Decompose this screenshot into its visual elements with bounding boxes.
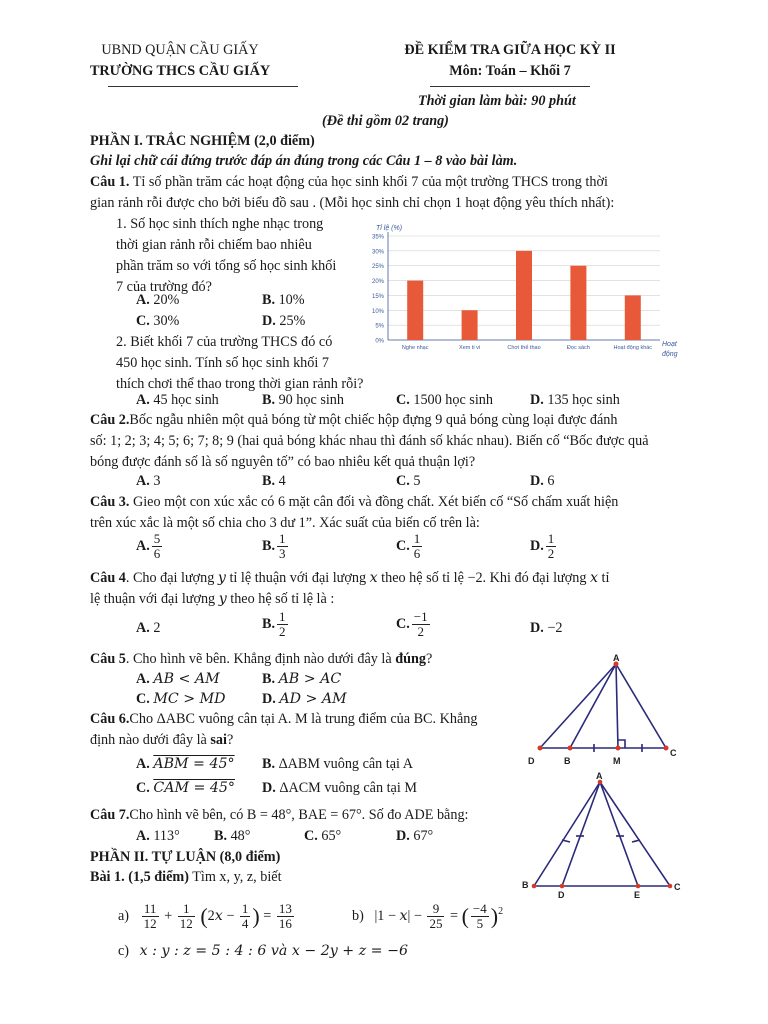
part2-title: PHẦN II. TỰ LUẬN (8,0 điểm) [90,849,281,865]
school-district: UBND QUẬN CẦU GIẤY [101,42,259,58]
chart-bar [407,281,423,340]
point-d [538,746,543,751]
chart-xlabel-2: động [662,351,678,358]
chart-category-label: Hoạt động khác [613,345,653,351]
q4-opt-c[interactable]: C. $\frac{-1}{2}$ [396,609,428,639]
label-c: C [670,748,677,758]
q2-opt-d[interactable]: D. 6 [530,473,555,489]
chart-bar [570,266,586,340]
point-b [568,746,573,751]
chart-category-label: Xem ti vi [459,345,481,351]
q7-line1: Câu 7.Cho hình vẽ bên, có B = 48°, BAE = 67°. Số đo ADE bằng: [90,807,469,823]
q3-opt-d[interactable]: D. $\frac{1}{2}$ [530,531,555,561]
tick-ac [632,840,640,842]
seg2-ae [600,782,638,886]
q6-opt-d[interactable]: D. ΔACM vuông cân tại M [262,780,417,796]
q5-opt-d[interactable]: D. AD > AM [262,691,347,707]
q3-line1: Câu 3. Gieo một con xúc xắc có 6 mặt cân đối và đồng chất. Xét biến cố “Số chấm xuất hiện [90,494,619,510]
q3-opt-a[interactable]: A. $\frac{5}{6}$ [136,531,161,561]
q2-opt-c[interactable]: C. 5 [396,473,421,489]
q1-opt-d[interactable]: D. 25% [262,313,306,329]
seg-ad [540,664,616,748]
label2-e: E [634,890,641,900]
label-d: D [528,756,535,766]
bai1-line: Bài 1. (1,5 điểm) Tìm x, y, z, biết [90,869,282,885]
seg2-ac [600,782,670,886]
q2-line2: số: 1; 2; 3; 4; 5; 6; 7; 8; 9 (hai quả bóng khác nhau thì đánh số khác nhau). Biến cố “Bốc được quả [90,433,649,449]
chart-ytick-label: 25% [371,264,384,271]
label-a: A [613,653,620,663]
label-m: M [613,756,621,766]
q1-2-opt-c[interactable]: C. 1500 học sinh [396,392,493,408]
bai1-c: c) x : y : z = 5 : 4 : 6 và x − 2y + z = −6 [118,943,408,959]
chart-ytick-label: 0% [375,338,384,345]
label2-c: C [674,882,681,892]
q5-opt-b[interactable]: B. AB > AC [262,671,342,687]
point2-c [668,884,673,889]
exam-time: Thời gian làm bài: 90 phút [418,93,576,109]
chart-xlabel-1: Hoạt [662,341,677,348]
point2-e [636,884,641,889]
q7-opt-b[interactable]: B. 48° [214,828,251,844]
q4-opt-a[interactable]: A. 2 [136,620,161,636]
q4-line1: Câu 4. Cho đại lượng y tỉ lệ thuận với đại lượng x theo hệ số tỉ lệ −2. Khi đó đại lượng x tỉ [90,570,610,586]
part1-instruction: Ghi lại chữ cái đứng trước đáp án đúng trong các Câu 1 – 8 vào bài làm. [90,153,518,169]
label2-a: A [596,771,603,781]
q1-line2: gian rảnh rỗi được cho bởi biểu đồ sau . (Mỗi học sinh chỉ chọn 1 hoạt động yêu thích nhất): [90,195,615,211]
chart-ytick-label: 15% [371,293,384,300]
seg-am [616,664,618,748]
q6-opt-c[interactable]: C. CAM = 45° [136,780,236,796]
seg-ab [570,664,616,748]
exam-pages: (Đề thi gồm 02 trang) [322,113,449,129]
chart-ytick-label: 30% [371,249,384,256]
exam-title: ĐỀ KIỂM TRA GIỮA HỌC KỲ II [404,42,616,58]
chart-category-label: Đọc sách [566,345,590,351]
bar-chart [360,220,690,370]
q2-opt-a[interactable]: A. 3 [136,473,161,489]
q4-line2: lệ thuận với đại lượng y theo hệ số tỉ lệ là : [90,591,335,607]
point2-d [560,884,565,889]
q4-opt-b[interactable]: B. $\frac{1}{2}$ [262,609,286,639]
q3-opt-b[interactable]: B. $\frac{1}{3}$ [262,531,286,561]
q1-2-opt-d[interactable]: D. 135 học sinh [530,392,620,408]
chart-bar [516,251,532,340]
q3-line2: trên xúc xắc là một số chia cho 3 dư 1”. Xác suất của biến cố trên là: [90,515,480,531]
q6-line1: Câu 6.Cho ΔABC vuông cân tại A. M là trung điểm của BC. Khẳng [90,711,478,727]
chart-ylabel: Tỉ lệ (%) [376,225,403,232]
q6-opt-a[interactable]: A. ABM = 45° [136,756,235,772]
chart-category-label: Nghe nhạc [401,345,429,351]
chart-ytick-label: 20% [371,279,384,286]
q5-opt-a[interactable]: A. AB < AM [136,671,220,687]
q6-opt-b[interactable]: B. ΔABM vuông cân tại A [262,756,413,772]
chart-category-label: Chơi thể thao [507,345,541,351]
q1-sub2: 2. Biết khối 7 của trường THCS đó có 450 học sinh. Tính số học sinh khối 7 thích chơi thể thao trong thời gian rảnh rỗi? [116,334,364,392]
chart-bar [462,310,478,340]
q6-line2: định nào dưới đây là sai? [90,732,234,748]
q7-opt-d[interactable]: D. 67° [396,828,434,844]
q5-line1: Câu 5. Cho hình vẽ bên. Khẳng định nào dưới đây là đúng? [90,651,433,667]
school-name: TRƯỜNG THCS CẦU GIẤY [89,63,271,79]
bai1-b: b) |1 − x| − $\frac{9}{25}$ = ( $\frac{-4}{5}$ )$^2$ [352,901,504,931]
q2-line3: bóng được đánh số là số nguyên tố” có bao nhiêu kết quả thuận lợi? [90,454,476,470]
q2-line1: Câu 2.Bốc ngẫu nhiên một quả bóng từ một chiếc hộp đựng 9 quả bóng cùng loại được đánh [90,412,618,428]
tick-ab [562,840,570,842]
figure-triangle-1 [520,652,690,777]
exam-subject: Môn: Toán – Khối 7 [449,63,571,79]
chart-ytick-label: 35% [371,234,384,241]
q1-2-opt-a[interactable]: A. 45 học sinh [136,392,219,408]
label2-b: B [522,880,529,890]
q1-opt-c[interactable]: C. 30% [136,313,180,329]
label2-d: D [558,890,565,900]
point-m [616,746,621,751]
label-b: B [564,756,571,766]
q7-opt-c[interactable]: C. 65° [304,828,342,844]
bai1-a: a) $\frac{11}{12}$ + $\frac{1}{12}$ (2x − $\frac{1}{4}$ ) = $\frac{13}{16}$ [118,901,292,931]
q7-opt-a[interactable]: A. 113° [136,828,180,844]
q4-opt-d[interactable]: D. −2 [530,620,563,636]
chart-ytick-label: 5% [375,323,384,330]
q3-opt-c[interactable]: C. $\frac{1}{6}$ [396,531,421,561]
q5-opt-c[interactable]: C. MC > MD [136,691,226,707]
chart-bar [625,295,641,340]
q1-2-opt-b[interactable]: B. 90 học sinh [262,392,344,408]
part1-title: PHẦN I. TRẮC NGHIỆM (2,0 điểm) [90,133,315,149]
point-c [664,746,669,751]
seg-ac [616,664,666,748]
q1-sub1: 1. Số học sinh thích nghe nhạc trong thời gian rảnh rỗi chiếm bao nhiêu phần trăm so với tổng số học sinh khối 7 của trường đó? [116,216,337,295]
q2-opt-b[interactable]: B. 4 [262,473,286,489]
q1-line1: Câu 1. Tỉ số phần trăm các hoạt động của học sinh khối 7 của một trường THCS trong thời [90,174,608,190]
figure-triangle-2 [520,770,690,900]
header-right-underline [430,86,590,87]
q1-opt-a[interactable]: A. 20% [136,292,180,308]
header-left-underline [108,86,298,87]
q1-opt-b[interactable]: B. 10% [262,292,305,308]
point2-b [532,884,537,889]
chart-ytick-label: 10% [371,308,384,315]
